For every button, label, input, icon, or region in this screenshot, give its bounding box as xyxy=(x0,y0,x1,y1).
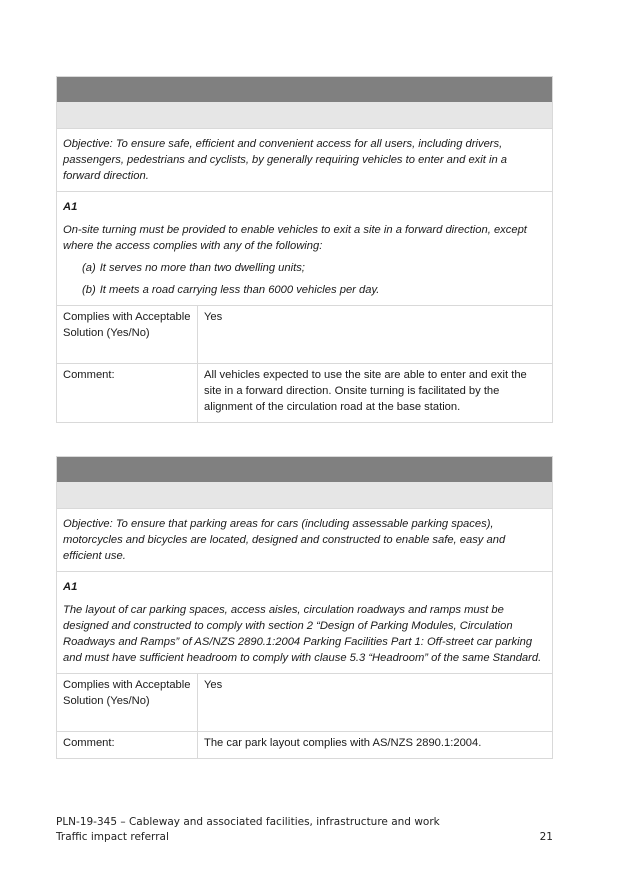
objective-text: Objective: To ensure that parking areas for cars (including assessable parking spaces), motorcycles and bicycles are located, designed and constructed to enable safe, easy and efficient use. xyxy=(57,508,552,571)
list-item: (b) It meets a road carrying less than 6000 vehicles per day. xyxy=(82,284,380,296)
a1-label: A1 xyxy=(63,581,78,593)
list-item: (a) It serves no more than two dwelling units; xyxy=(82,262,305,274)
complies-row xyxy=(57,673,552,731)
objective-text: Objective: To ensure safe, efficient and convenient access for all users, including drivers, passengers, pedestrians and cyclists, by generally requiring vehicles to enter and exit in a forward direction. xyxy=(57,128,552,191)
table-subheader-bar xyxy=(57,102,552,128)
complies-value: Yes xyxy=(204,311,223,323)
page-number: 21 xyxy=(539,831,553,843)
criteria-table-access xyxy=(56,76,553,423)
table-header-bar xyxy=(57,77,552,102)
complies-label: Complies with Acceptable Solution (Yes/No) xyxy=(57,674,198,731)
table-header-bar xyxy=(57,457,552,482)
table-subheader-bar xyxy=(57,482,552,508)
a1-label: A1 xyxy=(63,201,78,213)
complies-label: Complies with Acceptable Solution (Yes/No) xyxy=(57,306,198,363)
comment-label: Comment: xyxy=(57,732,198,758)
comment-value: The car park layout complies with AS/NZS 2890.1:2004. xyxy=(204,737,482,749)
comment-row xyxy=(57,731,552,758)
footer-line-2: Traffic impact referral xyxy=(56,831,169,843)
footer-line-1: PLN-19-345 – Cableway and associated facilities, infrastructure and work xyxy=(56,816,440,828)
a1-text: On-site turning must be provided to enable vehicles to exit a site in a forward direction, except where the access complies with any of the following: xyxy=(63,224,527,252)
criteria-table-parking xyxy=(56,456,553,759)
complies-row xyxy=(57,305,552,363)
acceptable-solution-cell xyxy=(57,191,552,305)
comment-label: Comment: xyxy=(57,364,198,422)
exception-list xyxy=(63,260,546,298)
page-footer xyxy=(56,815,553,845)
comment-row xyxy=(57,363,552,422)
comment-value: All vehicles expected to use the site are able to enter and exit the site in a forward direction. Onsite turning is facilitated by the alignment of the circulation road at the base station. xyxy=(204,369,527,413)
acceptable-solution-cell xyxy=(57,571,552,673)
complies-value: Yes xyxy=(204,679,223,691)
a1-text: The layout of car parking spaces, access aisles, circulation roadways and ramps must be designed and constructed to comply with section 2 “Design of Parking Modules, Circulation Roadways and Ramps” of AS/NZS 2890.1:2004 Parking Facilities Part 1: Off-street car parking and must have sufficient headroom to comply with clause 5.3 “Headroom” of the same Standard. xyxy=(63,604,542,664)
